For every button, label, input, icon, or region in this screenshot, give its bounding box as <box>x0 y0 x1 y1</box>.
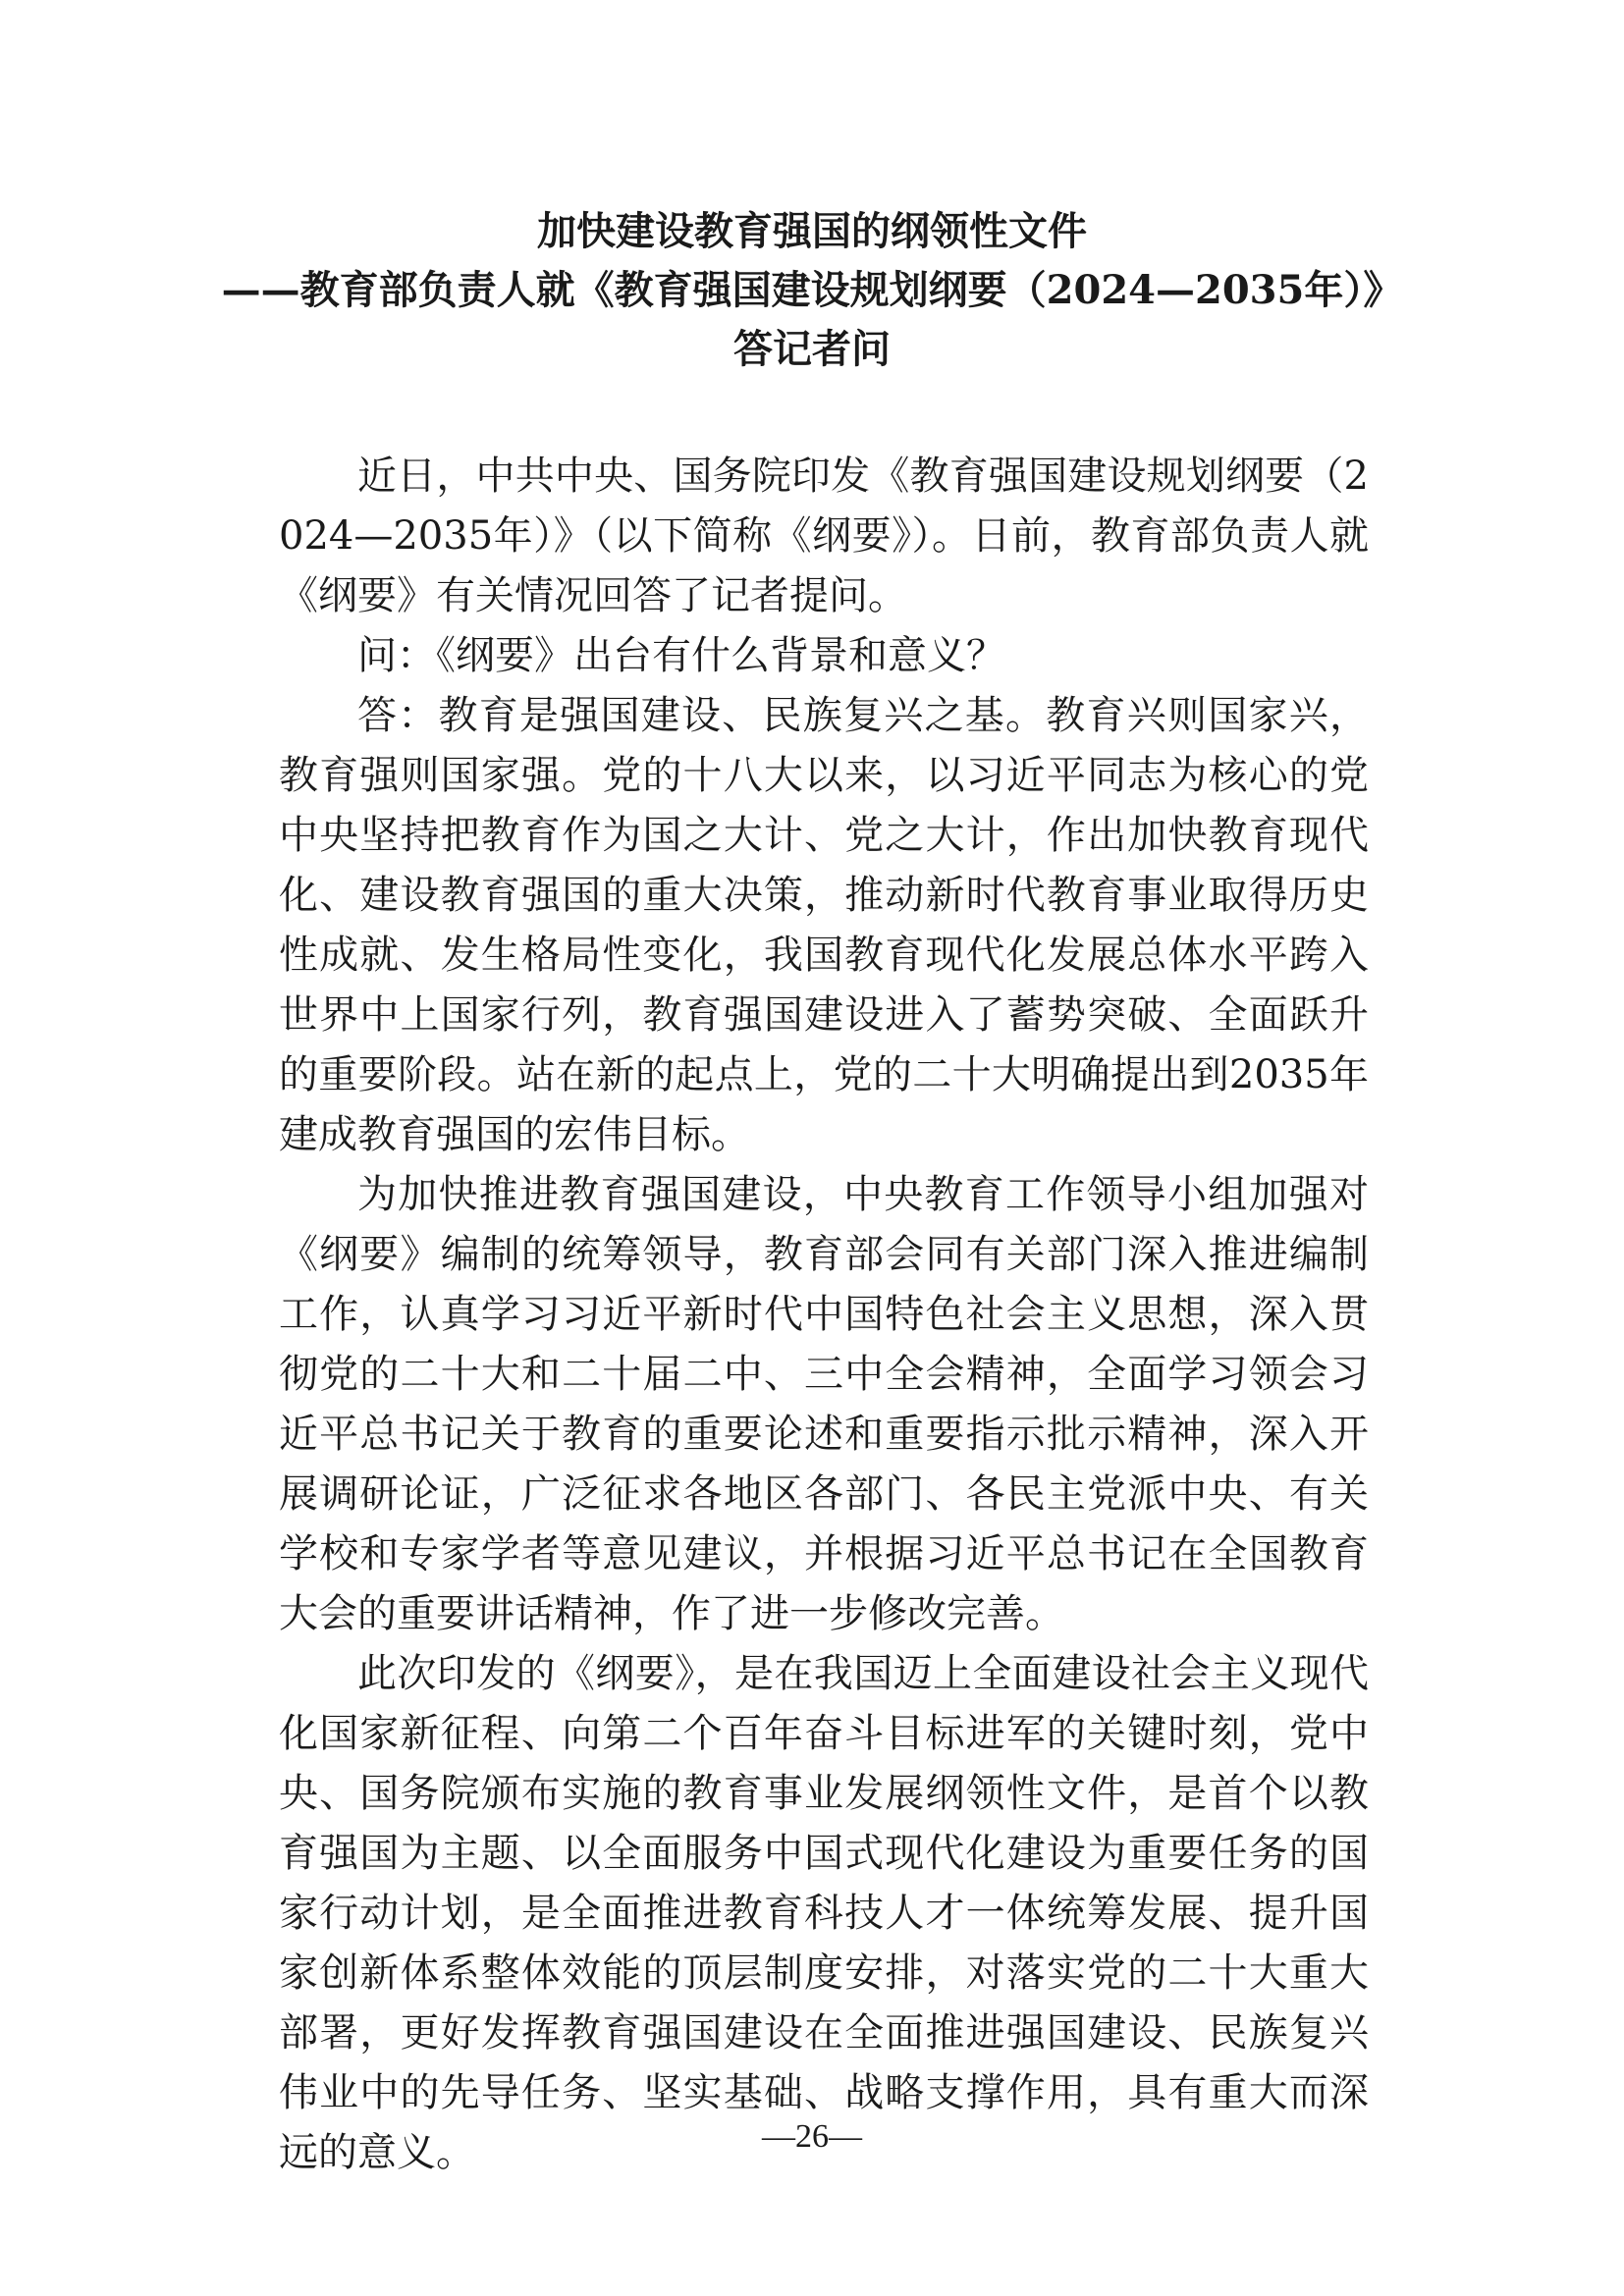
document-subtitle-end: 答记者问 <box>733 326 891 372</box>
paragraph-intro: 近日，中共中央、国务院印发《教育强国建设规划纲要（2024—2035年）》（以下简称《纲要》）。日前，教育部负责人就《纲要》有关情况回答了记者提问。 <box>279 454 1369 618</box>
paragraph-drafting: 为加快推进教育强国建设，中央教育工作领导小组加强对《纲要》编制的统筹领导，教育部会同有关部门深入推进编制工作，认真学习习近平新时代中国特色社会主义思想，深入贯彻党的二十大和二十届二中、三中全会精神，全面学习领会习近平总书记关于教育的重要论述和重要指示批示精神，深入开展调研论证，广泛征求各地区各部门、各民主党派中央、有关学校和专家学者等意见建议，并根据习近平总书记在全国教育大会的重要讲话精神，作了进一步修改完善。 <box>279 1172 1369 1636</box>
paragraph-answer: 答：教育是强国建设、民族复兴之基。教育兴则国家兴，教育强则国家强。党的十八大以来，以习近平同志为核心的党中央坚持把教育作为国之大计、党之大计，作出加快教育现代化、建设教育强国的重大决策，推动新时代教育事业取得历史性成就、发生格局性变化，我国教育现代化发展总体水平跨入世界中上国家行列，教育强国建设进入了蓄势突破、全面跃升的重要阶段。站在新的起点上，党的二十大明确提出到2035年建成教育强国的宏伟目标。 <box>279 693 1369 1157</box>
document-subtitle: ——教育部负责人就《教育强国建设规划纲要（2024—2035年）》 <box>221 267 1403 313</box>
page-number: —26— <box>762 2118 862 2155</box>
document-title: 加快建设教育强国的纲领性文件 <box>537 208 1087 254</box>
document-body <box>279 447 1369 2183</box>
paragraph-significance: 此次印发的《纲要》，是在我国迈上全面建设社会主义现代化国家新征程、向第二个百年奋斗目标进军的关键时刻，党中央、国务院颁布实施的教育事业发展纲领性文件，是首个以教育强国为主题、以全面服务中国式现代化建设为重要任务的国家行动计划，是全面推进教育科技人才一体统筹发展、提升国家创新体系整体效能的顶层制度安排，对落实党的二十大重大部署，更好发挥教育强国建设在全面推进强国建设、民族复兴伟业中的先导任务、坚实基础、战略支撑作用，具有重大而深远的意义。 <box>279 1651 1369 2175</box>
paragraph-question: 问：《纲要》出台有什么背景和意义？ <box>357 633 1005 678</box>
